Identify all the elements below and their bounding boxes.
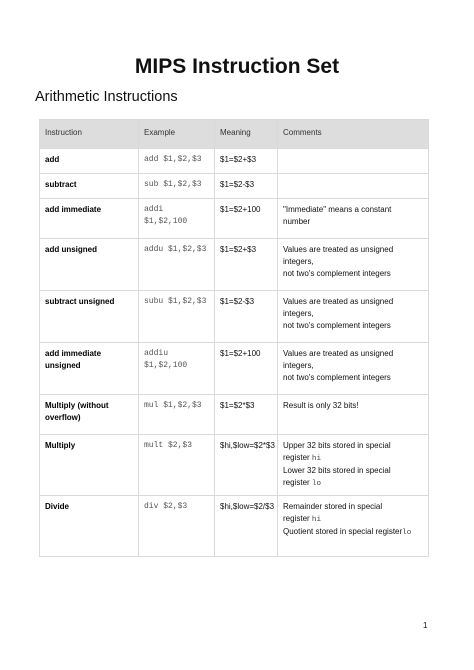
section-heading: Arithmetic Instructions	[35, 89, 178, 105]
comment-cell	[278, 199, 429, 239]
example-cell: sub $1,$2,$3	[139, 174, 215, 199]
header-comments: Comments	[278, 120, 429, 149]
comment-cell	[278, 395, 429, 435]
meaning-cell: $1=$2*$3	[215, 395, 278, 435]
comment-line: not two's complement integers	[283, 269, 391, 278]
comment-line: integers,	[283, 257, 314, 266]
instruction-cell: add immediate unsigned	[40, 343, 139, 395]
example-cell: addiu $1,$2,100	[139, 343, 215, 395]
comment-line	[283, 477, 423, 490]
comment-cell	[278, 343, 429, 395]
page-number: 1	[423, 621, 428, 630]
comment-line	[283, 513, 423, 526]
comment-line: Values are treated as unsigned	[283, 245, 394, 254]
example-cell: addu $1,$2,$3	[139, 239, 215, 291]
example-cell: addi $1,$2,100	[139, 199, 215, 239]
comment-line: Remainder stored in special	[283, 502, 383, 511]
instruction-table	[39, 119, 429, 557]
comment-line: Result is only 32 bits!	[283, 401, 359, 410]
comment-line	[283, 452, 423, 465]
example-cell: mult $2,$3	[139, 435, 215, 496]
comment-text: Quotient stored in special register	[283, 527, 403, 536]
register-name: lo	[402, 529, 412, 537]
meaning-cell: $1=$2-$3	[215, 174, 278, 199]
table-row	[40, 435, 429, 496]
comment-line: integers,	[283, 361, 314, 370]
comment-line: integers,	[283, 309, 314, 318]
instruction-cell: Multiply	[40, 435, 139, 496]
comment-text: register	[283, 453, 312, 462]
instruction-cell: Multiply (without overflow)	[40, 395, 139, 435]
example-cell: add $1,$2,$3	[139, 149, 215, 174]
example-cell: subu $1,$2,$3	[139, 291, 215, 343]
comment-line: number	[283, 217, 311, 226]
comment-text: register	[283, 514, 312, 523]
meaning-cell: $hi,$low=$2*$3	[215, 435, 278, 496]
meaning-cell: $1=$2+100	[215, 199, 278, 239]
table-row	[40, 395, 429, 435]
comment-line: Values are treated as unsigned	[283, 297, 394, 306]
instruction-cell: add unsigned	[40, 239, 139, 291]
header-example: Example	[139, 120, 215, 149]
comment-line	[283, 526, 423, 539]
register-name: hi	[311, 516, 322, 524]
example-cell: mul $1,$2,$3	[139, 395, 215, 435]
comment-cell	[278, 496, 429, 557]
meaning-cell: $1=$2+$3	[215, 149, 278, 174]
example-cell: div $2,$3	[139, 496, 215, 557]
comment-text: register	[283, 478, 312, 487]
header-instruction: Instruction	[40, 120, 139, 149]
table-row	[40, 291, 429, 343]
header-meaning: Meaning	[215, 120, 278, 149]
table-row	[40, 239, 429, 291]
comment-cell	[278, 149, 429, 174]
comment-line: Lower 32 bits stored in special	[283, 466, 391, 475]
register-name: lo	[311, 480, 322, 488]
instruction-cell: subtract	[40, 174, 139, 199]
register-name: hi	[311, 455, 322, 463]
instruction-cell: subtract unsigned	[40, 291, 139, 343]
table-row	[40, 149, 429, 174]
instruction-cell: Divide	[40, 496, 139, 557]
comment-cell	[278, 435, 429, 496]
comment-cell	[278, 291, 429, 343]
comment-cell	[278, 174, 429, 199]
meaning-cell: $hi,$low=$2/$3	[215, 496, 278, 557]
table-row	[40, 343, 429, 395]
meaning-cell: $1=$2+$3	[215, 239, 278, 291]
comment-line: Upper 32 bits stored in special	[283, 441, 391, 450]
comment-line: not two's complement integers	[283, 373, 391, 382]
meaning-cell: $1=$2-$3	[215, 291, 278, 343]
page-title: MIPS Instruction Set	[134, 55, 340, 78]
comment-line: not two's complement integers	[283, 321, 391, 330]
meaning-cell: $1=$2+100	[215, 343, 278, 395]
table-row	[40, 199, 429, 239]
comment-line: Values are treated as unsigned	[283, 349, 394, 358]
comment-line: "Immediate" means a constant	[283, 205, 392, 214]
table-row	[40, 174, 429, 199]
comment-cell	[278, 239, 429, 291]
instruction-cell: add immediate	[40, 199, 139, 239]
table-row	[40, 496, 429, 557]
instruction-cell: add	[40, 149, 139, 174]
table-header-row	[40, 120, 429, 149]
